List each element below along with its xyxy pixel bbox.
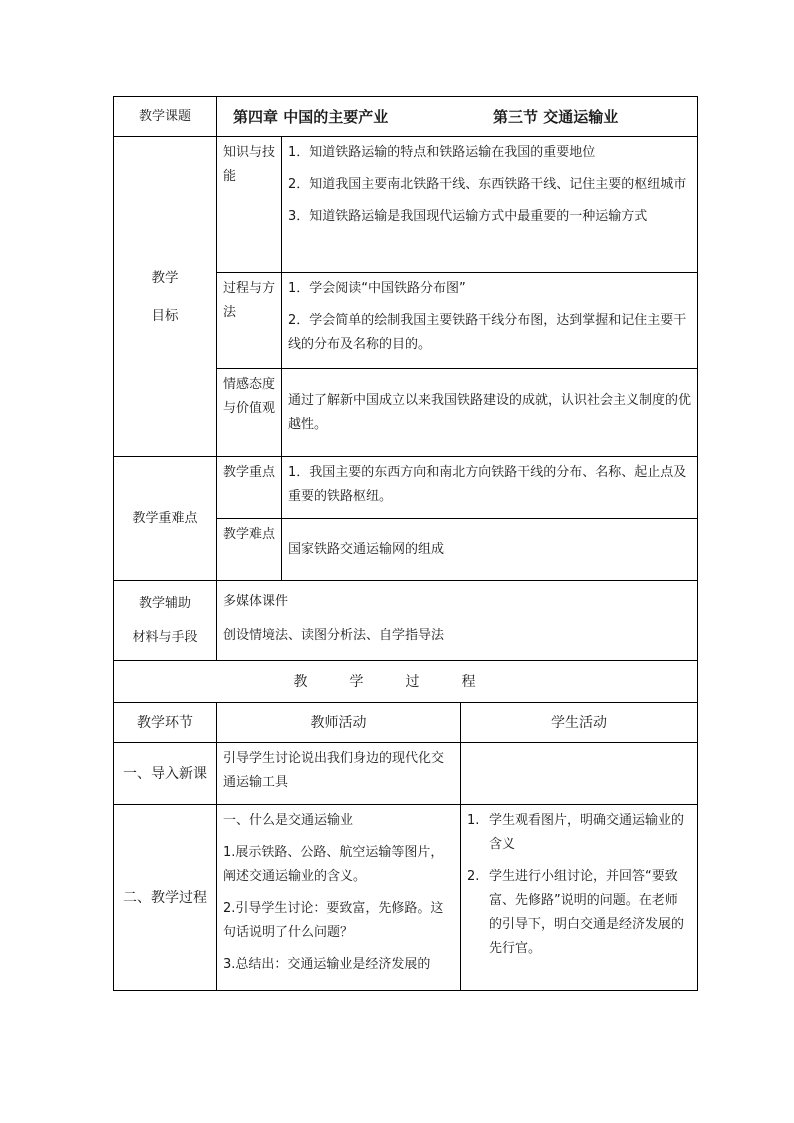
stage-cell: 一、导入新课 (114, 743, 217, 805)
title-row (114, 97, 698, 137)
process-header-text: 教学过程 (293, 673, 518, 690)
process-method-label: 过程与方法 (217, 273, 282, 369)
student-item-text: 学生进行小组讨论，并回答“要致富、先修路”说明的问题。在老师的引导下，明白交通是经济发展的先行官。 (489, 869, 685, 956)
student-cell (461, 805, 698, 991)
process-header-row (114, 661, 698, 703)
teacher-item: 1.展示铁路、公路、航空运输等图片，阐述交通运输业的含义。 (223, 845, 444, 884)
teacher-cell (217, 805, 461, 991)
key-point-row (114, 457, 698, 519)
student-header: 学生活动 (461, 703, 698, 743)
attitude-label: 情感态度与价值观 (217, 369, 282, 457)
aids-line: 创设情境法、读图分析法、自学指导法 (223, 628, 445, 643)
aids-label: 教学辅助 材料与手段 (114, 581, 217, 661)
attitude-content: 通过了解新中国成立以来我国铁路建设的成就，认识社会主义制度的优越性。 (282, 369, 698, 457)
teacher-header: 教师活动 (217, 703, 461, 743)
knowledge-item: 2．知道我国主要南北铁路干线、东西铁路干线、记住主要的枢纽城市 (288, 177, 687, 192)
topic-title (217, 97, 698, 137)
knowledge-label: 知识与技能 (217, 137, 282, 273)
teacher-item: 2.引导学生讨论：要致富，先修路。这句话说明了什么问题？ (223, 901, 444, 940)
stage-cell: 二、教学过程 (114, 805, 217, 991)
lesson-plan-table (113, 96, 698, 991)
process-item: 1．学会阅读“中国铁路分布图” (288, 281, 466, 296)
teacher-item: 3.总结出：交通运输业是经济发展的 (223, 957, 431, 972)
student-cell (461, 743, 698, 805)
objectives-label: 教学 目标 (114, 137, 217, 457)
column-header-row (114, 703, 698, 743)
key-point-content: 1．我国主要的东西方向和南北方向铁路干线的分布、名称、起止点及重要的铁路枢纽。 (282, 457, 698, 519)
student-item (467, 809, 691, 857)
knowledge-content (282, 137, 698, 273)
aids-line: 多媒体课件 (223, 594, 289, 609)
difficulty-content: 国家铁路交通运输网的组成 (282, 519, 698, 581)
process-item: 2．学会简单的绘制我国主要铁路干线分布图，达到掌握和记住主要干线的分布及名称的目的。 (288, 313, 687, 352)
objective-knowledge-row (114, 137, 698, 273)
student-item-number: 2. (467, 869, 480, 884)
key-point-label: 教学重点 (217, 457, 282, 519)
table-row (114, 805, 698, 991)
focus-label: 教学重难点 (114, 457, 217, 581)
stage-header: 教学环节 (114, 703, 217, 743)
table-row (114, 743, 698, 805)
student-item-number: 1. (467, 813, 480, 828)
teacher-item: 一、什么是交通运输业 (223, 813, 354, 828)
process-method-content (282, 273, 698, 369)
difficulty-label: 教学难点 (217, 519, 282, 581)
aids-content (217, 581, 698, 661)
teacher-cell: 引导学生讨论说出我们身边的现代化交通运输工具 (217, 743, 461, 805)
chapter-title: 第四章 中国的主要产业 (233, 107, 389, 126)
knowledge-item: 3．知道铁路运输是我国现代运输方式中最重要的一种运输方式 (288, 209, 648, 224)
student-item-text: 学生观看图片，明确交通运输业的含义 (489, 813, 685, 852)
student-item (467, 865, 691, 961)
section-title: 第三节 交通运输业 (493, 107, 619, 126)
topic-label: 教学课题 (114, 97, 217, 137)
aids-row (114, 581, 698, 661)
process-header (114, 661, 698, 703)
knowledge-item: 1．知道铁路运输的特点和铁路运输在我国的重要地位 (288, 145, 596, 160)
